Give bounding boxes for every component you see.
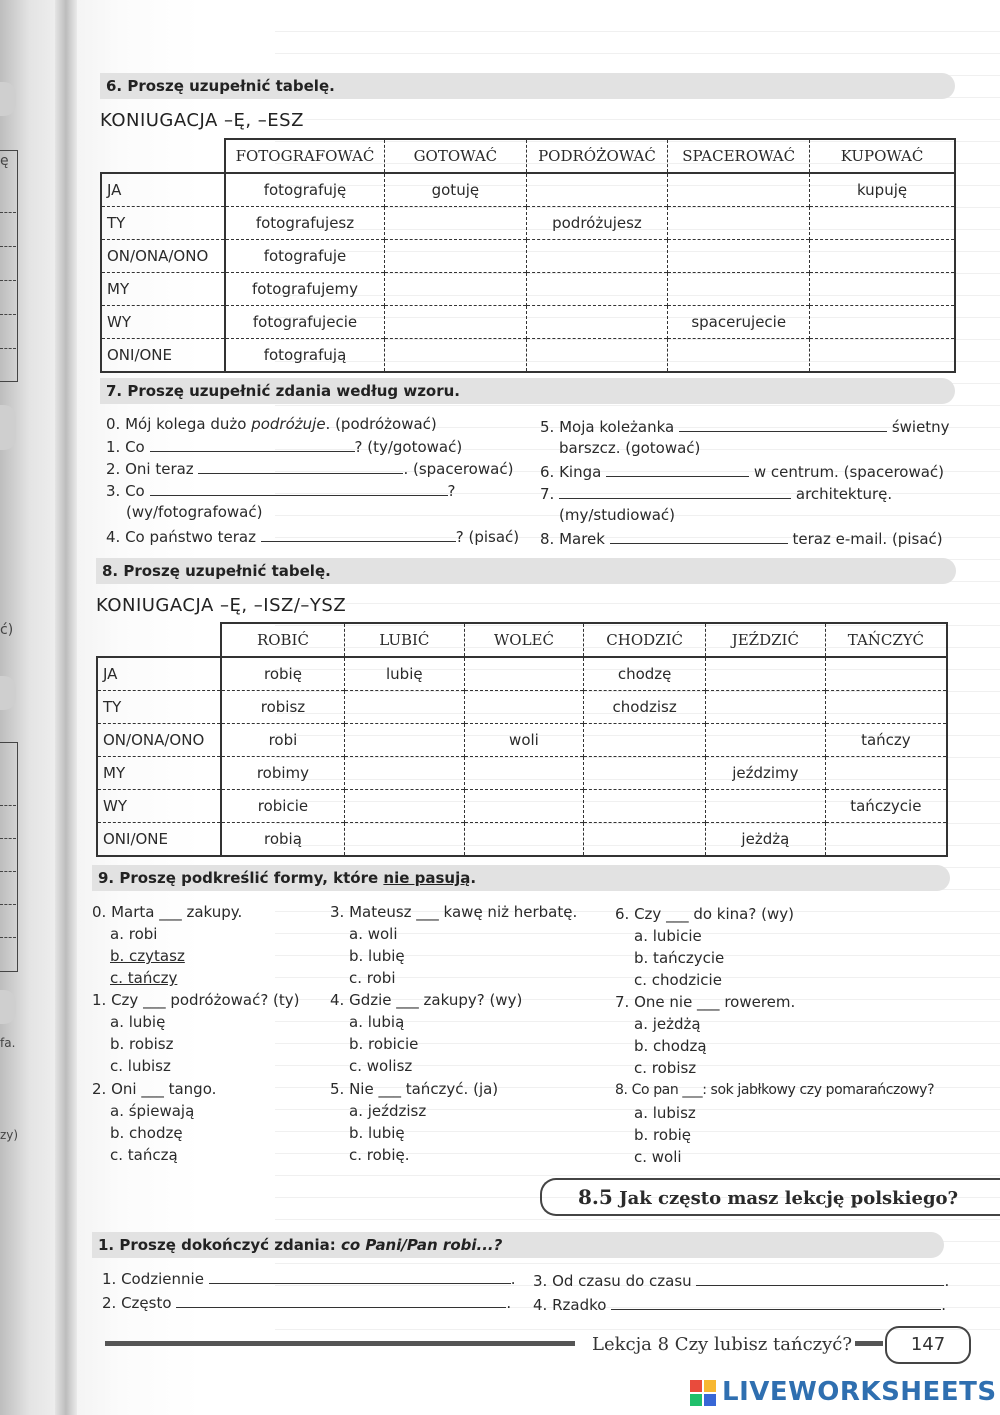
answer-cell[interactable] xyxy=(526,240,668,273)
answer-cell[interactable] xyxy=(825,691,947,724)
table-cell: fotografuję xyxy=(225,173,385,207)
row-label: JA xyxy=(97,657,221,691)
table-cell: jeżdżą xyxy=(706,823,826,857)
row-label: ONI/ONE xyxy=(101,339,225,373)
row-label: MY xyxy=(101,273,225,306)
left-text: ć) xyxy=(0,622,14,638)
left-dash xyxy=(0,871,16,872)
table-row xyxy=(101,173,955,207)
option[interactable]: c. woli xyxy=(634,1148,682,1166)
row-label: TY xyxy=(101,207,225,240)
table-header: CHODZIĆ xyxy=(584,623,706,657)
answer-cell[interactable] xyxy=(584,724,706,757)
answer-cell[interactable] xyxy=(345,691,465,724)
table-header: PODRÓŻOWAĆ xyxy=(526,139,668,173)
left-text: fa. xyxy=(0,1036,16,1050)
sentence-3: 3. Od czasu do czasu . xyxy=(533,1272,950,1290)
option[interactable]: b. lubię xyxy=(349,947,405,965)
table-header: TAŃCZYĆ xyxy=(825,623,947,657)
answer-blank[interactable] xyxy=(209,1269,511,1284)
left-text: zy) xyxy=(0,1128,19,1142)
table-header: GOTOWAĆ xyxy=(385,139,526,173)
sentence-5-cont: barszcz. (gotować) xyxy=(559,439,701,457)
row-label: WY xyxy=(97,790,221,823)
left-text: ę xyxy=(0,153,9,169)
table-cell: fotografujesz xyxy=(225,207,385,240)
answer-cell[interactable] xyxy=(345,823,465,857)
table-header: KUPOWAĆ xyxy=(810,139,955,173)
option[interactable]: b. chodzę xyxy=(110,1124,183,1142)
example-answer: podróżuje xyxy=(251,415,326,433)
table-cell: lubię xyxy=(345,657,465,691)
option[interactable]: a. jeżdżą xyxy=(634,1015,701,1033)
table-row xyxy=(97,691,947,724)
option[interactable]: a. lubisz xyxy=(634,1104,696,1122)
exercise-6-header: 6. Proszę uzupełnić tabelę. xyxy=(100,73,955,99)
question: 4. Gdzie ___ zakupy? (wy) xyxy=(330,991,523,1009)
answer-cell[interactable] xyxy=(668,173,810,207)
option-underlined[interactable]: b. czytasz xyxy=(110,947,185,965)
watermark: LIVEWORKSHEETS xyxy=(722,1377,997,1407)
option[interactable]: b. robisz xyxy=(110,1035,174,1053)
answer-cell[interactable] xyxy=(706,790,826,823)
answer-cell[interactable] xyxy=(825,657,947,691)
option[interactable]: b. tańczycie xyxy=(634,949,725,967)
exercise-8-conjugation-title: KONIUGACJA –Ę, –ISZ/–YSZ xyxy=(96,595,347,616)
answer-cell[interactable] xyxy=(385,240,526,273)
table-row xyxy=(101,306,955,339)
left-dash xyxy=(0,838,16,839)
answer-blank[interactable] xyxy=(610,529,788,544)
page-number: 147 xyxy=(885,1326,971,1364)
option[interactable]: a. lubicie xyxy=(634,927,702,945)
answer-cell[interactable] xyxy=(706,724,826,757)
answer-cell[interactable] xyxy=(464,790,584,823)
sentence-8: 8. Marek teraz e-mail. (pisać) xyxy=(540,530,943,548)
table-row xyxy=(101,273,955,306)
table-header: SPACEROWAĆ xyxy=(668,139,810,173)
exercise-7-header: 7. Proszę uzupełnić zdania według wzoru. xyxy=(100,378,955,404)
table-cell: kupuję xyxy=(810,173,955,207)
exercise-8-table xyxy=(96,622,948,857)
answer-cell[interactable] xyxy=(584,823,706,857)
option[interactable]: c. lubisz xyxy=(110,1057,171,1075)
answer-cell[interactable] xyxy=(345,757,465,790)
sentence-5: 5. Moja koleżanka świetny xyxy=(540,418,950,436)
footer-rule xyxy=(105,1341,575,1346)
exercise-6-conjugation-title: KONIUGACJA –Ę, –ESZ xyxy=(100,110,304,131)
sentence-4: 4. Co państwo teraz ? (pisać) xyxy=(106,528,520,546)
left-tab xyxy=(0,990,16,1024)
table-header: FOTOGRAFOWAĆ xyxy=(225,139,385,173)
answer-blank[interactable] xyxy=(261,527,456,542)
section-title xyxy=(540,1178,1000,1216)
option[interactable]: c. robię. xyxy=(349,1146,410,1164)
answer-blank[interactable] xyxy=(198,459,403,474)
table-header: WOLEĆ xyxy=(464,623,584,657)
answer-cell[interactable] xyxy=(706,691,826,724)
option[interactable]: b. robicie xyxy=(349,1035,419,1053)
table-cell: podróżujesz xyxy=(526,207,668,240)
answer-cell[interactable] xyxy=(345,724,465,757)
answer-cell[interactable] xyxy=(810,273,955,306)
answer-cell[interactable] xyxy=(825,757,947,790)
question: 3. Mateusz ___ kawę niż herbatę. xyxy=(330,903,578,921)
option[interactable]: b. robię xyxy=(634,1126,691,1144)
option[interactable]: c. robisz xyxy=(634,1059,697,1077)
table-cell: jeździmy xyxy=(706,757,826,790)
left-dash xyxy=(0,805,16,806)
question: 6. Czy ___ do kina? (wy) xyxy=(615,905,794,923)
option[interactable]: a. robi xyxy=(110,925,158,943)
table-cell: fotografują xyxy=(225,339,385,373)
answer-cell[interactable] xyxy=(464,657,584,691)
table-header: ROBIĆ xyxy=(221,623,345,657)
question: 1. Czy ___ podróżować? (ty) xyxy=(92,991,300,1009)
left-dash xyxy=(0,212,16,213)
table-cell: tańczy xyxy=(825,724,947,757)
table-row xyxy=(101,240,955,273)
answer-cell[interactable] xyxy=(385,339,526,373)
sentence-2: 2. Często . xyxy=(102,1294,512,1312)
table-row xyxy=(97,757,947,790)
table-row xyxy=(101,339,955,373)
answer-cell[interactable] xyxy=(668,273,810,306)
table-row xyxy=(97,724,947,757)
table-cell: fotografujecie xyxy=(225,306,385,339)
footer-lesson-title: Lekcja 8 Czy lubisz tańczyć? xyxy=(592,1334,853,1355)
answer-cell[interactable] xyxy=(464,823,584,857)
table-row xyxy=(97,790,947,823)
answer-cell[interactable] xyxy=(526,339,668,373)
left-tab xyxy=(0,676,16,710)
table-cell: fotografujemy xyxy=(225,273,385,306)
book-binding-shadow xyxy=(55,0,77,1415)
row-label: ON/ONA/ONO xyxy=(101,240,225,273)
left-dash xyxy=(0,904,16,905)
left-page-edge xyxy=(0,0,60,1415)
footer-rule xyxy=(855,1341,883,1346)
question: 0. Marta ___ zakupy. xyxy=(92,903,243,921)
answer-cell[interactable] xyxy=(464,691,584,724)
question: 2. Oni ___ tango. xyxy=(92,1080,217,1098)
option[interactable]: a. jeździsz xyxy=(349,1102,427,1120)
left-dash xyxy=(0,280,16,281)
table-cell: robimy xyxy=(221,757,345,790)
left-dash xyxy=(0,937,16,938)
answer-cell[interactable] xyxy=(526,173,668,207)
sentence-3-hint: (wy/fotografować) xyxy=(126,503,263,521)
answer-cell[interactable] xyxy=(345,790,465,823)
table-cell: robisz xyxy=(221,691,345,724)
answer-cell[interactable] xyxy=(706,657,826,691)
answer-cell[interactable] xyxy=(584,790,706,823)
answer-blank[interactable] xyxy=(150,437,355,452)
table-header: LUBIĆ xyxy=(345,623,465,657)
answer-cell[interactable] xyxy=(668,207,810,240)
row-label: ON/ONA/ONO xyxy=(97,724,221,757)
answer-cell[interactable] xyxy=(810,207,955,240)
table-cell: fotografuje xyxy=(225,240,385,273)
row-label: JA xyxy=(101,173,225,207)
answer-cell[interactable] xyxy=(810,306,955,339)
option[interactable]: a. śpiewają xyxy=(110,1102,195,1120)
table-cell: tańczycie xyxy=(825,790,947,823)
answer-blank[interactable] xyxy=(176,1293,506,1308)
answer-blank[interactable] xyxy=(150,481,448,496)
left-dash xyxy=(0,348,16,349)
answer-cell[interactable] xyxy=(385,273,526,306)
sentence-7-hint: (my/studiować) xyxy=(559,506,676,524)
table-cell: robią xyxy=(221,823,345,857)
sentence-4: 4. Rzadko . xyxy=(533,1296,946,1314)
answer-cell[interactable] xyxy=(526,306,668,339)
question: 7. One nie ___ rowerem. xyxy=(615,993,796,1011)
table-cell: spacerujecie xyxy=(668,306,810,339)
sentence-3: 3. Co ? xyxy=(106,482,456,500)
exercise-9-header: 9. Proszę podkreślić formy, które nie pasują. xyxy=(92,865,950,891)
left-dash xyxy=(0,314,16,315)
answer-cell[interactable] xyxy=(668,339,810,373)
option[interactable]: a. lubią xyxy=(349,1013,405,1031)
row-label: WY xyxy=(101,306,225,339)
answer-blank[interactable] xyxy=(606,462,749,477)
exercise-6-table xyxy=(100,138,956,373)
option-underlined[interactable]: c. tańczy xyxy=(110,969,178,987)
answer-blank[interactable] xyxy=(611,1295,941,1310)
row-label: ONI/ONE xyxy=(97,823,221,857)
exercise-1-header: 1. Proszę dokończyć zdania: co Pani/Pan robi...? xyxy=(92,1232,944,1258)
answer-blank[interactable] xyxy=(696,1271,944,1286)
exercise-8-header: 8. Proszę uzupełnić tabelę. xyxy=(96,558,956,584)
sentence-2: 2. Oni teraz . (spacerować) xyxy=(106,460,514,478)
table-cell: robicie xyxy=(221,790,345,823)
table-row xyxy=(101,207,955,240)
answer-cell[interactable] xyxy=(584,757,706,790)
table-header: JEŹDZIĆ xyxy=(706,623,826,657)
answer-cell[interactable] xyxy=(526,273,668,306)
option[interactable]: b. chodzą xyxy=(634,1037,707,1055)
question: 8. Co pan ___: sok jabłkowy czy pomarańczowy? xyxy=(615,1082,935,1098)
option[interactable]: b. lubię xyxy=(349,1124,405,1142)
question: 5. Nie ___ tańczyć. (ja) xyxy=(330,1080,499,1098)
answer-cell[interactable] xyxy=(385,306,526,339)
table-cell: gotuję xyxy=(385,173,526,207)
table-row xyxy=(97,823,947,857)
sentence-7: 7. architekturę. xyxy=(540,485,893,503)
answer-blank[interactable] xyxy=(679,417,887,432)
option[interactable]: a. woli xyxy=(349,925,398,943)
section-heading: Jak często masz lekcję polskiego? xyxy=(612,1188,959,1209)
table-row xyxy=(97,657,947,691)
liveworksheets-logo-icon xyxy=(690,1380,718,1408)
answer-cell[interactable] xyxy=(464,757,584,790)
answer-cell[interactable] xyxy=(668,240,810,273)
table-cell: robi xyxy=(221,724,345,757)
sentence-0: 0. Mój kolega dużo podróżuje. (podróżować) xyxy=(106,415,437,433)
left-tab xyxy=(0,82,16,116)
table-cell: robię xyxy=(221,657,345,691)
option[interactable]: a. lubię xyxy=(110,1013,166,1031)
sentence-1: 1. Co ? (ty/gotować) xyxy=(106,438,463,456)
row-label: TY xyxy=(97,691,221,724)
row-label: MY xyxy=(97,757,221,790)
left-tab xyxy=(0,405,16,450)
section-number: 8.5 xyxy=(578,1185,613,1209)
answer-cell[interactable] xyxy=(385,207,526,240)
table-cell: chodzisz xyxy=(584,691,706,724)
table-cell: woli xyxy=(464,724,584,757)
answer-cell[interactable] xyxy=(810,339,955,373)
table-cell: chodzę xyxy=(584,657,706,691)
option[interactable]: c. robi xyxy=(349,969,396,987)
answer-cell[interactable] xyxy=(810,240,955,273)
option[interactable]: c. tańczą xyxy=(110,1146,178,1164)
option[interactable]: c. chodzicie xyxy=(634,971,722,989)
answer-cell[interactable] xyxy=(825,823,947,857)
sentence-1: 1. Codziennie . xyxy=(102,1270,516,1288)
left-dash xyxy=(0,246,16,247)
option[interactable]: c. wolisz xyxy=(349,1057,413,1075)
sentence-6: 6. Kinga w centrum. (spacerować) xyxy=(540,463,945,481)
answer-blank[interactable] xyxy=(559,484,791,499)
